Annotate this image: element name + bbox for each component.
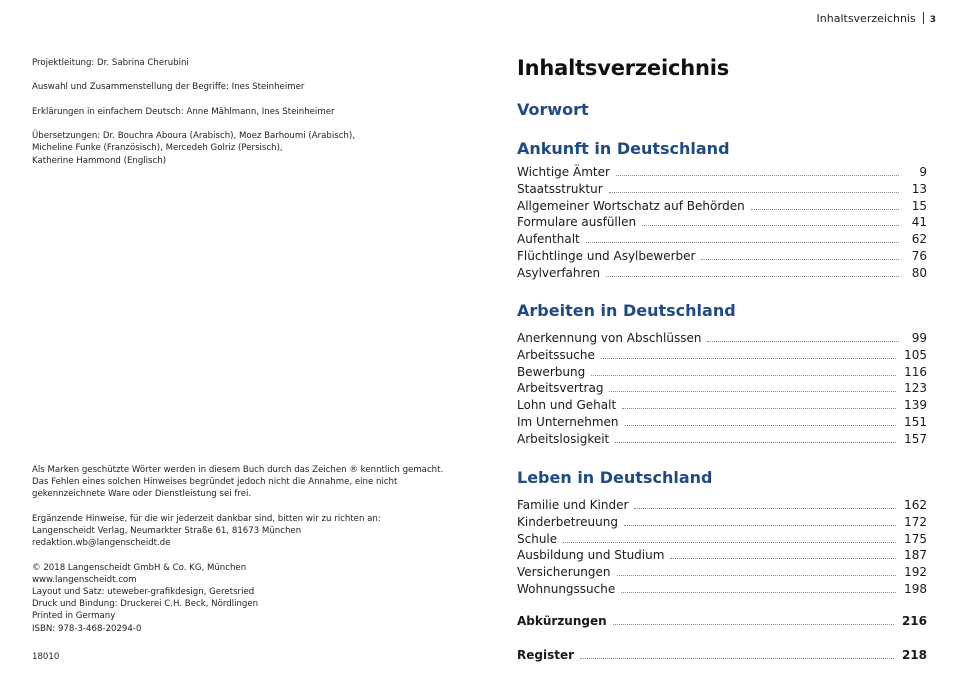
toc-entry [517,532,927,549]
imprint-line: Druck und Bindung: Druckerei C.H. Beck, Nördlingen [32,599,259,610]
section-entries-ankunft [517,165,927,282]
toc-entry-label: Im Unternehmen [517,414,619,429]
leader-dots [621,592,896,593]
toc-entry [517,348,927,365]
leader-dots [624,525,896,526]
credit-line: Erklärungen in einfachem Deutsch: Anne Mählmann, Ines Steinheimer [32,106,335,117]
toc-entry [517,548,927,565]
toc-entry-page: 218 [901,648,927,662]
contact-line: Ergänzende Hinweise, für die wir jederzeit dankbar sind, bitten wir zu richten an: [32,513,381,524]
toc-entry [517,249,927,266]
isbn: ISBN: 978-3-468-20294-0 [32,623,142,634]
leader-dots [601,358,896,359]
toc-entry-label: Register [517,648,575,662]
toc-entry-page: 139 [904,398,927,412]
toc-entry [517,498,927,515]
print-code: 18010 [32,652,60,662]
translation-line: Katherine Hammond (Englisch) [32,155,167,166]
toc-entry-page: 41 [911,215,927,230]
imprint-line: Printed in Germany [32,611,116,622]
toc-title: Inhaltsverzeichnis [517,56,730,80]
leader-dots [580,658,894,659]
trademark-line: gekennzeichnete Ware oder Dienstleistung sei frei. [32,489,252,500]
toc-entry-page: 151 [904,414,927,429]
toc-entry-page: 157 [904,431,927,446]
credit-line: Projektleitung: Dr. Sabrina Cherubini [32,58,189,68]
leader-dots [615,442,896,443]
leader-dots [622,408,896,409]
leader-dots [609,192,899,193]
toc-entry-page: 175 [904,531,927,546]
toc-entry-label: Abkürzungen [517,614,607,628]
toc-entry [517,565,927,582]
translation-line: Übersetzungen: Dr. Bouchra Aboura (Arabisch), Moez Barhoumi (Arabisch), [32,131,355,142]
leader-dots [613,624,894,625]
trademark-line: Das Fehlen eines solchen Hinweises begründet jedoch nicht die Annahme, eine nicht [32,477,398,488]
toc-entry [517,648,927,665]
toc-entry-page: 123 [904,381,927,396]
toc-entry-page: 198 [904,581,927,596]
toc-entry [517,381,927,398]
toc-entry [517,432,927,449]
credit-line: Auswahl und Zusammenstellung der Begriffe: Ines Steinheimer [32,82,305,93]
toc-entry [517,415,927,432]
trademark-line: Als Marken geschützte Wörter werden in diesem Buch durch das Zeichen ® kenntlich gemacht. [32,465,444,475]
toc-entry [517,165,927,182]
toc-entry [517,182,927,199]
section-heading: Leben in Deutschland [517,468,713,487]
page-number: 3 [929,15,936,25]
contact-line: Langenscheidt Verlag, Neumarkter Straße 61, 81673 München [32,526,302,536]
toc-entry-label: Flüchtlinge und Asylbewerber [517,248,696,263]
toc-entry [517,515,927,532]
toc-entry-label: Anerkennung von Abschlüssen [517,331,702,345]
leader-dots [701,259,899,260]
leader-dots [609,391,896,392]
toc-entry [517,266,927,283]
toc-entry-page: 13 [911,181,927,196]
toc-abkuerzungen [517,614,927,631]
toc-entry-page: 116 [904,364,927,379]
leader-dots [563,542,896,543]
credits-block [32,57,462,167]
translation-line: Micheline Funke (Französisch), Mercedeh Golriz (Persisch), [32,143,283,154]
toc-entry-label: Allgemeiner Wortschatz auf Behörden [517,198,745,213]
contact-email: redaktion.wb@langenscheidt.de [32,538,171,549]
toc-entry-label: Arbeitsvertrag [517,381,604,396]
toc-entry [517,398,927,415]
running-head [817,12,936,27]
leader-dots [625,425,897,426]
toc-entry-label: Lohn und Gehalt [517,398,617,412]
legal-block [32,464,462,635]
section-entries-arbeiten [517,331,927,448]
section-heading: Arbeiten in Deutschland [517,301,736,320]
leader-dots [634,508,896,509]
toc-entry [517,215,927,232]
toc-entry [517,614,927,631]
leader-dots [591,375,896,376]
toc-entry-page: 187 [904,548,927,563]
toc-entry-label: Schule [517,531,558,546]
toc-entry-label: Familie und Kinder [517,498,629,512]
toc-entry-label: Asylverfahren [517,265,601,280]
toc-entry [517,232,927,249]
toc-vorwort: Vorwort [517,100,589,119]
running-head-title: Inhaltsverzeichnis [816,12,916,25]
toc-entry [517,199,927,216]
leader-dots [606,276,899,277]
section-heading: Ankunft in Deutschland [517,139,730,158]
leader-dots [586,242,899,243]
toc-entry [517,331,927,348]
toc-entry-page: 105 [904,347,927,362]
toc-entry-page: 76 [911,248,927,263]
toc-entry-label: Aufenthalt [517,232,580,246]
toc-register [517,648,927,665]
toc-entry [517,582,927,599]
imprint-line: Layout und Satz: uteweber-grafikdesign, Geretsried [32,587,255,597]
imprint-line: © 2018 Langenscheidt GmbH & Co. KG, München [32,562,247,573]
leader-dots [617,575,897,576]
toc-entry-page: 99 [911,331,927,345]
toc-entry-label: Wohnungssuche [517,581,616,596]
toc-entry-label: Bewerbung [517,364,586,379]
toc-entry-label: Formulare ausfüllen [517,215,637,230]
toc-entry-page: 162 [904,498,927,512]
toc-entry-page: 216 [901,614,927,628]
toc-entry-page: 9 [919,165,927,179]
toc-entry-page: 80 [911,265,927,280]
leader-dots [616,175,899,176]
toc-entry-label: Wichtige Ämter [517,165,610,179]
leader-dots [751,209,899,210]
toc-entry [517,365,927,382]
toc-entry-label: Versicherungen [517,565,611,579]
toc-entry-label: Kinderbetreuung [517,514,618,529]
translations-block [32,130,462,167]
toc-entry-label: Staatsstruktur [517,181,603,196]
running-head-divider [923,12,924,24]
leader-dots [670,558,896,559]
toc-entry-page: 15 [911,198,927,213]
toc-entry-label: Arbeitssuche [517,347,595,362]
section-entries-leben [517,498,927,599]
toc-entry-label: Ausbildung und Studium [517,548,665,563]
toc-entry-page: 62 [911,232,927,246]
leader-dots [642,225,899,226]
imprint-website: www.langenscheidt.com [32,574,137,585]
toc-entry-page: 172 [904,514,927,529]
leader-dots [707,341,899,342]
toc-entry-page: 192 [904,565,927,579]
toc-entry-label: Arbeitslosigkeit [517,431,610,446]
